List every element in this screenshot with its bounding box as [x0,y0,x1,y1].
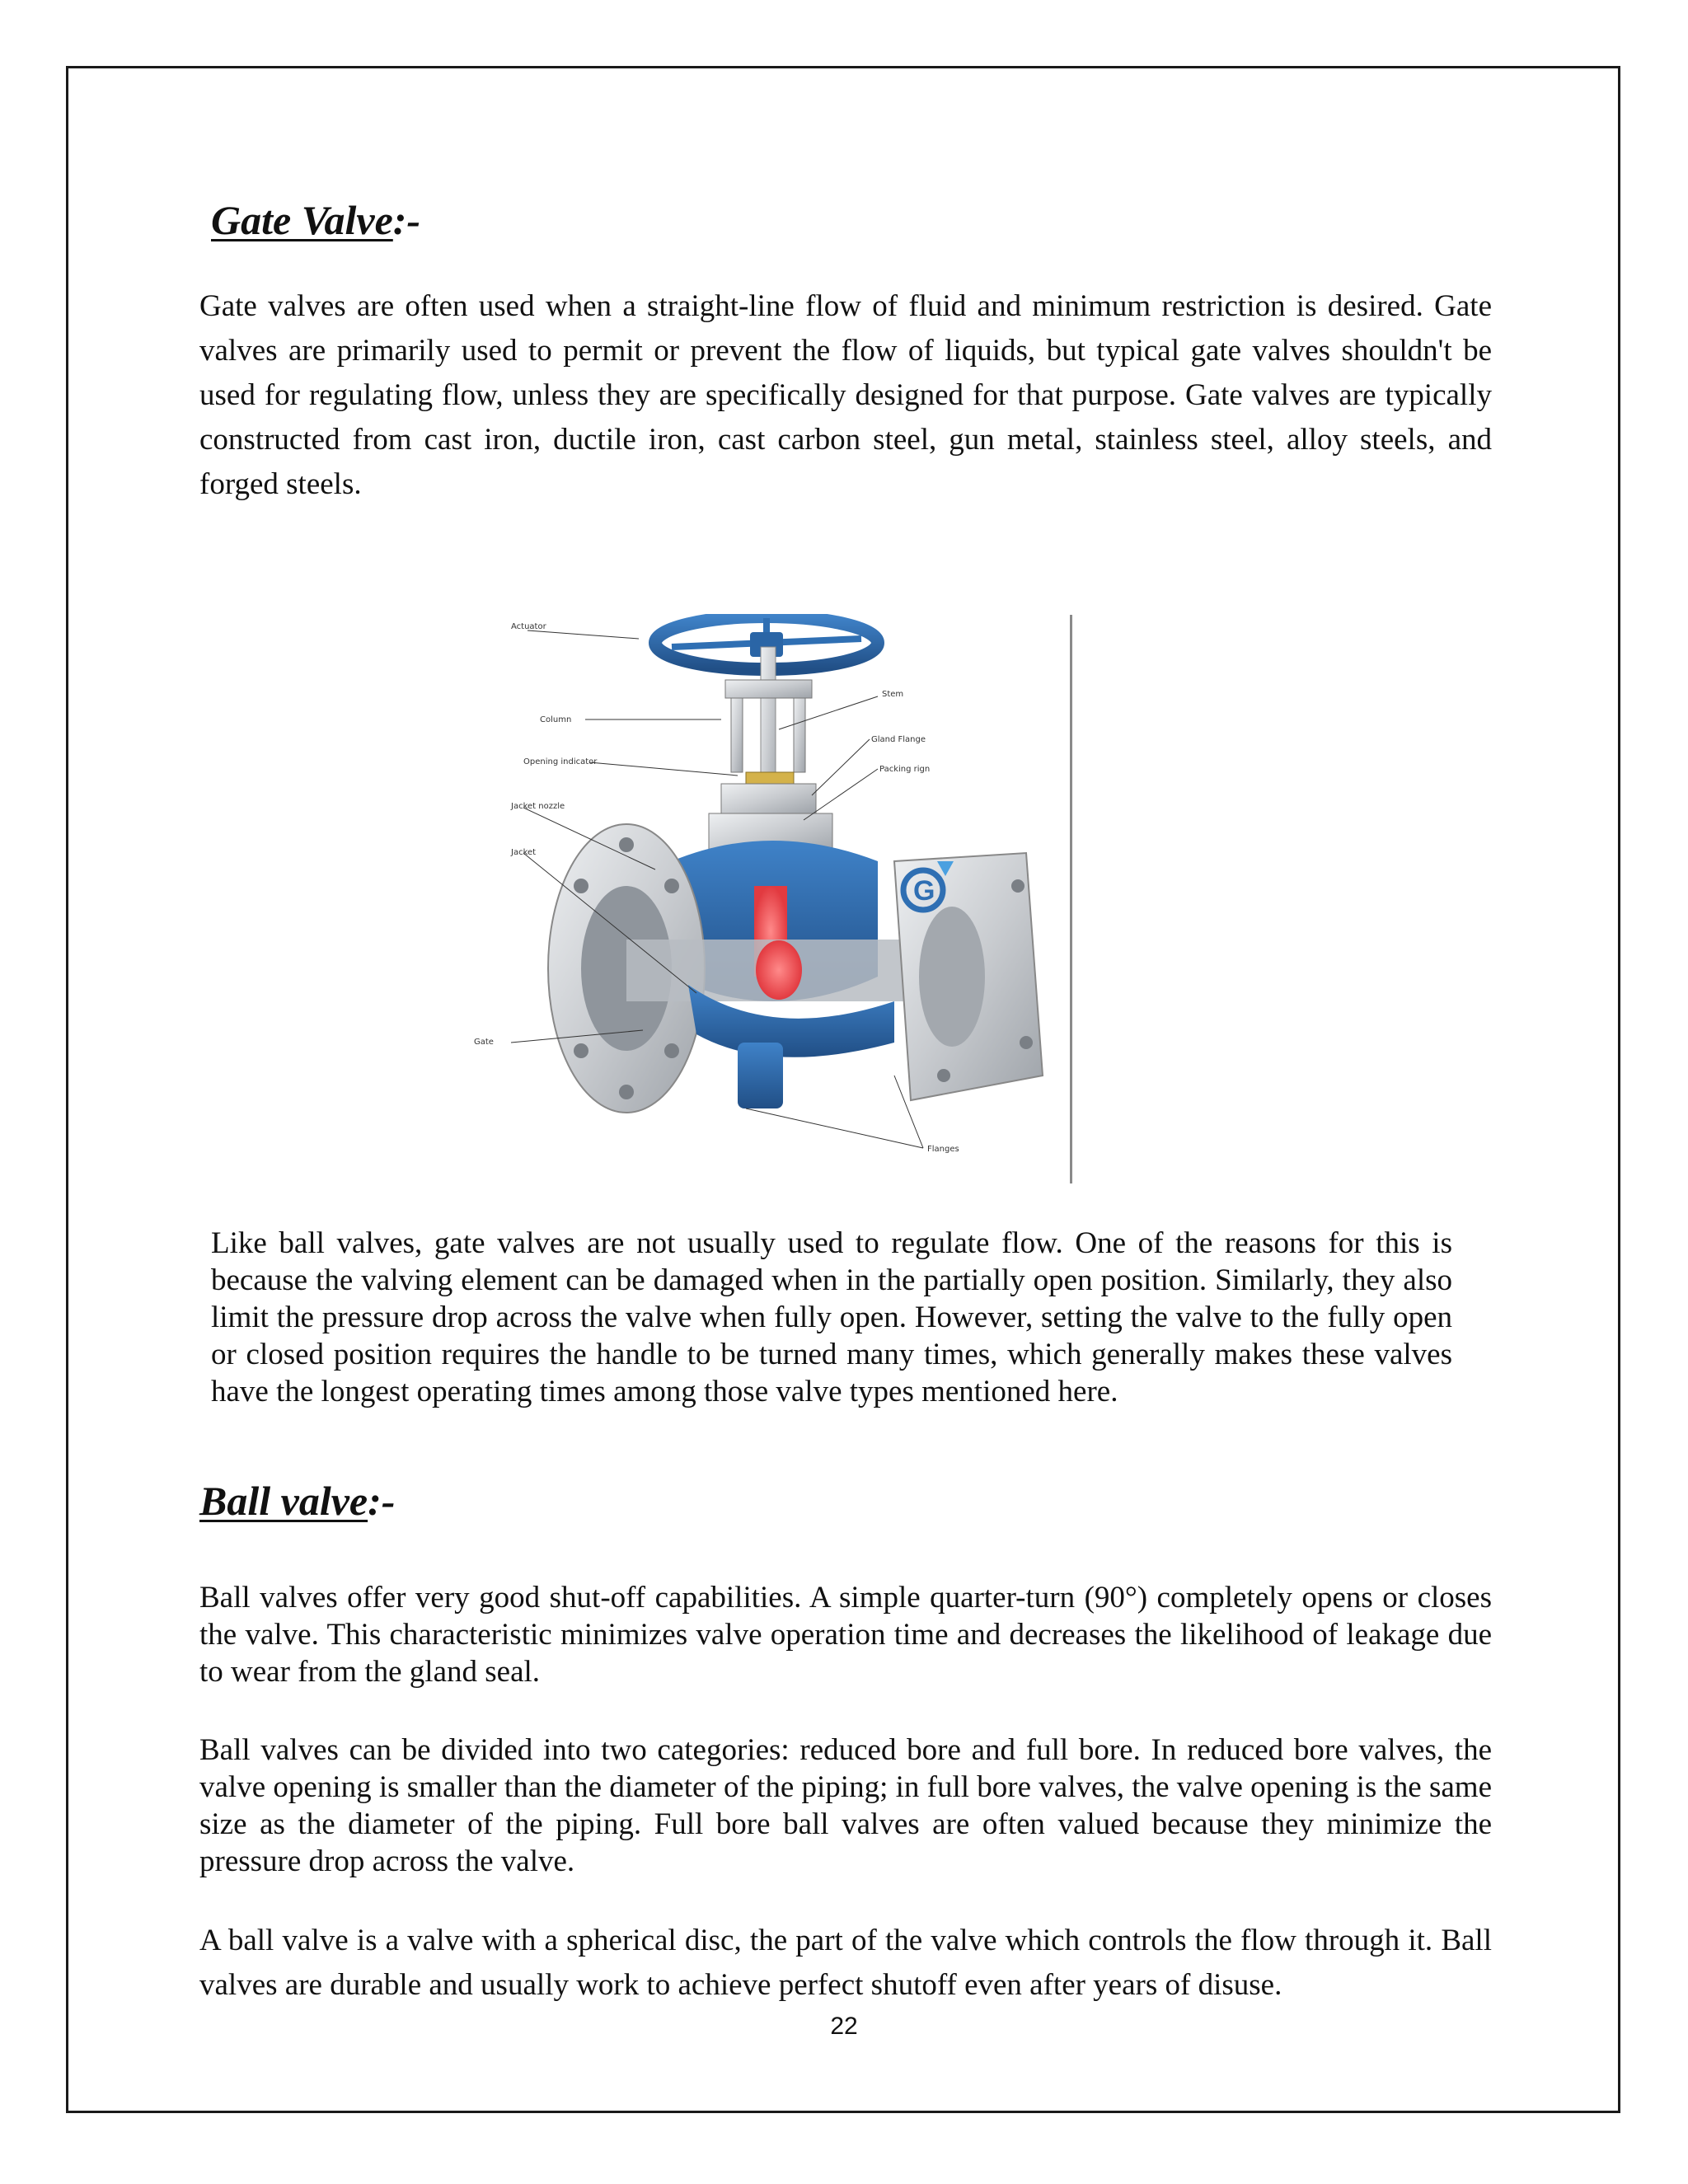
label-packing-rign: Packing rign [879,765,931,774]
label-flanges: Flanges [927,1145,959,1154]
gate-valve-cutaway-figure [449,614,1090,1184]
page-number: 22 [830,2013,858,2040]
gate-valve-heading-text: Gate Valve [211,197,393,243]
gate-valve-heading-suffix: :- [392,197,421,243]
ball-valve-heading-suffix: :- [368,1478,396,1524]
label-stem: Stem [882,690,904,699]
label-jacket: Jacket [511,848,537,857]
ball-valve-para-1: Ball valves offer very good shut-off capabilities. A simple quarter-turn (90°) completely opens or closes the valve. This characteristic minimizes valve operation time and decreases the likelihood of leakage due to wear from the gland seal. [199,1581,1492,1689]
ball-valve-para-2: Ball valves can be divided into two categories: reduced bore and full bore. In reduced bore valves, the valve opening is smaller than the diameter of the piping; in full bore valves, the valve opening is the same size as the diameter of the piping. Full bore ball valves are often valued because they minimize the pressure drop across the valve. [199,1733,1492,1878]
label-column: Column [540,715,572,724]
label-actuator: Actuator [511,622,546,631]
figure-divider-line [1070,615,1072,1183]
gate-valve-comparison: Like ball valves, gate valves are not usually used to regulate flow. One of the reasons for this is because the valving element can be damaged when in the partially open position. Similarly, they also limit the pressure drop across the valve when fully open. However, setting the valve to the fully open or closed position requires the handle to be turned many times, which generally makes these valves have the longest operating times among those valve types mentioned here. [211,1226,1452,1408]
label-gland-flange: Gland Flange [871,735,926,744]
ball-valve-heading [199,1477,395,1525]
label-opening-indicator: Opening indicator [523,757,598,766]
label-jacket-nozzle: Jacket nozzle [511,802,565,811]
gate-valve-intro: Gate valves are often used when a straight-line flow of fluid and minimum restriction is desired. Gate valves are primarily used to permit or prevent the flow of liquids, but typical gate valves shouldn't be used for regulating flow, unless they are specifically designed for that purpose. Gate valves are typically constructed from cast iron, ductile iron, cast carbon steel, gun metal, stainless steel, alloy steels, and forged steels. [199,289,1492,501]
ball-valve-heading-text: Ball valve [199,1478,368,1524]
gate-valve-heading [211,196,420,244]
ball-valve-para-3: A ball valve is a valve with a spherical disc, the part of the valve which controls the flow through it. Ball valves are durable and usually work to achieve perfect shutoff even after years of disuse. [199,1924,1492,2002]
figure-logo-letter: G [913,875,935,907]
label-gate: Gate [474,1038,494,1047]
